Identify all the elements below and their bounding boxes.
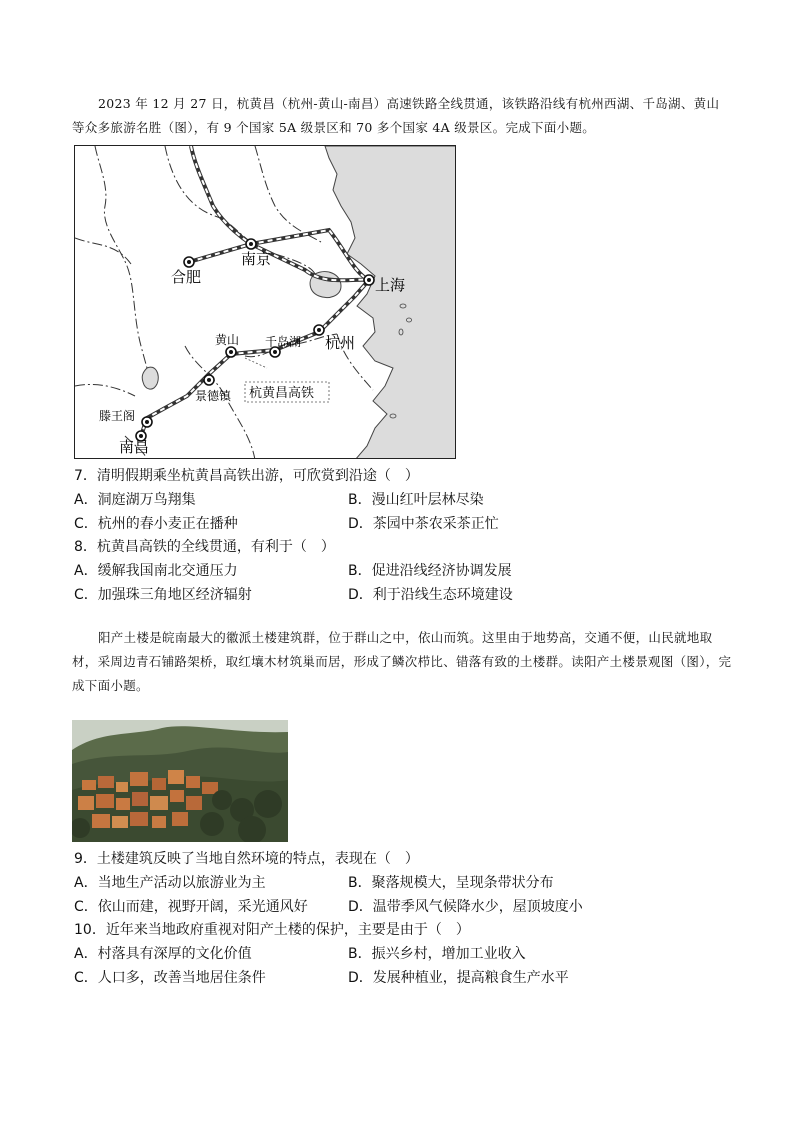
city-label-shanghai: 上海 bbox=[375, 276, 406, 294]
question-8-option-c: C．加强珠三角地区经济辐射 bbox=[74, 587, 252, 603]
question-9-option-d: D．温带季风气候降水少，屋顶坡度小 bbox=[348, 899, 583, 915]
question-9-option-b: B．聚落规模大，呈现条带状分布 bbox=[348, 875, 554, 891]
question-8-option-a: A．缓解我国南北交通压力 bbox=[74, 563, 238, 579]
question-7-option-b: B．漫山红叶层林尽染 bbox=[348, 492, 484, 508]
island bbox=[407, 318, 412, 322]
question-7-option-a: A．洞庭湖万鸟翔集 bbox=[74, 492, 196, 508]
island bbox=[400, 304, 406, 308]
poyang-lake bbox=[142, 367, 158, 389]
question-7-option-c: C．杭州的春小麦正在播种 bbox=[74, 516, 238, 532]
city-label-jingdezhen: 景德镇 bbox=[195, 389, 232, 403]
city-label-hefei: 合肥 bbox=[171, 268, 202, 286]
question-10-option-b: B．振兴乡村，增加工业收入 bbox=[348, 946, 526, 962]
question-8-stem: 8．杭黄昌高铁的全线贯通，有利于（ ） bbox=[74, 539, 335, 555]
map-svg bbox=[75, 146, 456, 459]
photo-svg bbox=[72, 720, 288, 842]
railway-map bbox=[74, 145, 456, 459]
question-9-option-a: A．当地生产活动以旅游业为主 bbox=[74, 875, 266, 891]
sea-area bbox=[325, 146, 456, 459]
intro-paragraph-1: 2023 年 12 月 27 日，杭黄昌（杭州-黄山-南昌）高速铁路全线贯通，该铁路沿线有杭州西湖、千岛湖、黄山等众多旅游名胜（图），有 9 个国家 5A 级景区和 70 多个国家 4A 级景区。完成下面小题。 bbox=[72, 96, 720, 135]
island bbox=[390, 414, 396, 418]
city-label-nanjing: 南京 bbox=[241, 250, 272, 268]
city-label-tengwangge: 滕王阁 bbox=[99, 409, 136, 423]
railway-label: 杭黄昌高铁 bbox=[249, 386, 315, 401]
question-9-option-c: C．依山而建，视野开阔，采光通风好 bbox=[74, 899, 308, 915]
city-label-hangzhou: 杭州 bbox=[325, 334, 356, 352]
city-label-huangshan: 黄山 bbox=[215, 333, 240, 347]
island bbox=[399, 329, 403, 335]
question-8-option-b: B．促进沿线经济协调发展 bbox=[348, 563, 512, 579]
question-8-option-d: D．利于沿线生态环境建设 bbox=[348, 587, 513, 603]
question-9-stem: 9．土楼建筑反映了当地自然环境的特点，表现在（ ） bbox=[74, 851, 419, 867]
city-label-qiandaohu: 千岛湖 bbox=[265, 335, 302, 349]
city-label-nanchang: 南昌 bbox=[119, 438, 150, 456]
question-10-option-c: C．人口多，改善当地居住条件 bbox=[74, 970, 266, 986]
tulou-landscape-photo bbox=[72, 720, 288, 842]
question-7-option-d: D．茶园中茶农采茶正忙 bbox=[348, 516, 499, 532]
question-10-option-a: A．村落具有深厚的文化价值 bbox=[74, 946, 252, 962]
intro-paragraph-2: 阳产土楼是皖南最大的徽派土楼建筑群，位于群山之中，依山而筑。这里由于地势高，交通不便，山民就地取材，采周边青石铺路架桥，取红壤木材筑巢而居，形成了鳞次栉比、错落有致的土楼群。读阳产土楼景观图（图），完成下面小题。 bbox=[72, 630, 732, 693]
question-10-option-d: D．发展种植业，提高粮食生产水平 bbox=[348, 970, 569, 986]
railway-leader-line bbox=[245, 358, 267, 368]
question-10-stem: 10．近年来当地政府重视对阳产土楼的保护，主要是由于（ ） bbox=[74, 922, 470, 938]
question-7-stem: 7．清明假期乘坐杭黄昌高铁出游，可欣赏到沿途（ ） bbox=[74, 468, 419, 484]
